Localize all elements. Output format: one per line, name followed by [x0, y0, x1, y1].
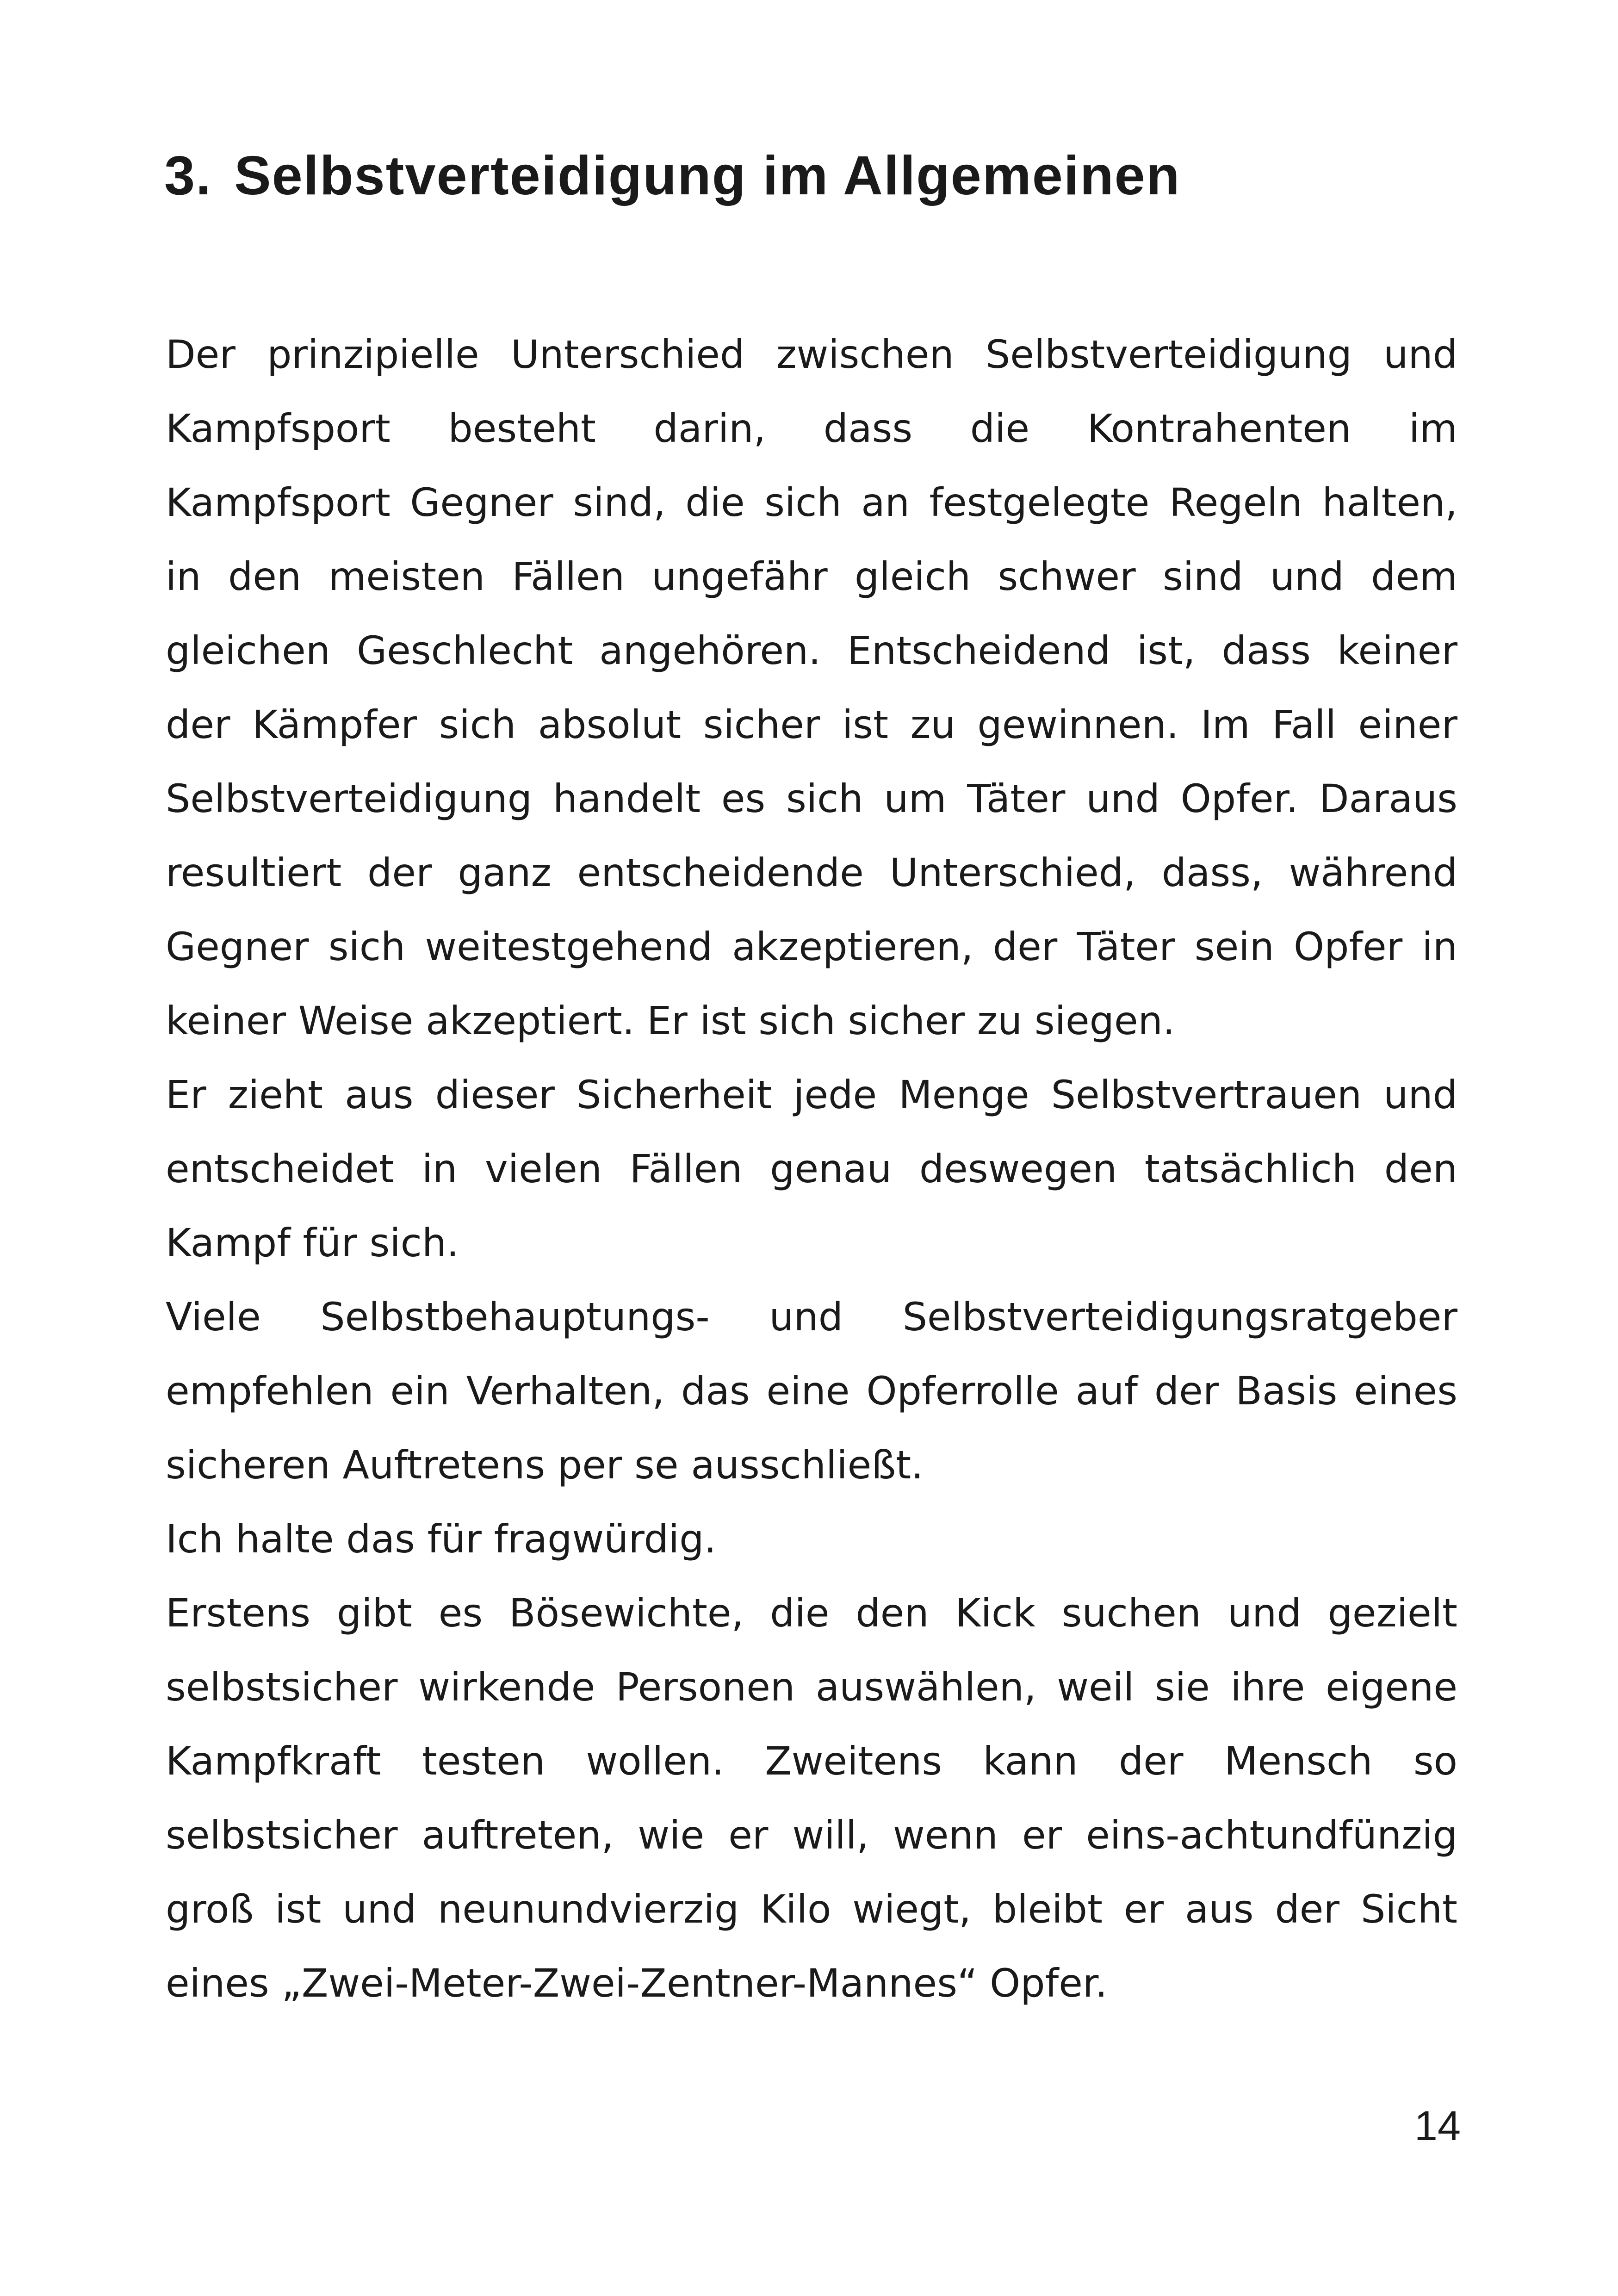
- text-line: Viele Selbstbehauptungs- und Selbstverteidigungsratgeber: [166, 1294, 1457, 1340]
- text-line: Der prinzipielle Unterschied zwischen Selbstverteidigung und: [166, 332, 1457, 377]
- text-line: Kampfkraft testen wollen. Zweitens kann der Mensch so: [166, 1738, 1457, 1784]
- body-text: [166, 317, 1457, 2020]
- text-line: in den meisten Fällen ungefähr gleich schwer sind und dem: [166, 554, 1457, 599]
- text-line: Selbstverteidigung handelt es sich um Täter und Opfer. Daraus: [166, 776, 1457, 821]
- text-line: selbstsicher auftreten, wie er will, wenn er eins-achtundfünzig: [166, 1812, 1457, 1858]
- text-line: empfehlen ein Verhalten, das eine Opferrolle auf der Basis eines: [166, 1368, 1457, 1414]
- text-line: Ich halte das für fragwürdig.: [166, 1516, 717, 1562]
- text-line: Er zieht aus dieser Sicherheit jede Menge Selbstvertrauen und: [166, 1072, 1457, 1117]
- chapter-number: 3.: [164, 145, 212, 206]
- text-line: gleichen Geschlecht angehören. Entscheidend ist, dass keiner: [166, 628, 1457, 673]
- text-line: Kampfsport Gegner sind, die sich an festgelegte Regeln halten,: [166, 480, 1457, 525]
- text-line: groß ist und neunundvierzig Kilo wiegt, bleibt er aus der Sicht: [166, 1886, 1457, 1932]
- text-line: selbstsicher wirkende Personen auswählen, weil sie ihre eigene: [166, 1664, 1457, 1710]
- text-line: Kampfsport besteht darin, dass die Kontrahenten im: [166, 406, 1457, 451]
- text-line: entscheidet in vielen Fällen genau deswegen tatsächlich den: [166, 1146, 1457, 1191]
- chapter-title: Selbstverteidigung im Allgemeinen: [234, 145, 1181, 206]
- text-line: Kampf für sich.: [166, 1220, 459, 1266]
- text-line: resultiert der ganz entscheidende Unterschied, dass, während: [166, 850, 1457, 895]
- text-line: Gegner sich weitestgehend akzeptieren, der Täter sein Opfer in: [166, 924, 1457, 969]
- page-number: 14: [1414, 2103, 1461, 2149]
- text-line: eines „Zwei-Meter-Zwei-Zentner-Mannes“ Opfer.: [166, 1961, 1108, 2006]
- text-line: Erstens gibt es Bösewichte, die den Kick suchen und gezielt: [166, 1590, 1457, 1636]
- text-line: der Kämpfer sich absolut sicher ist zu gewinnen. Im Fall einer: [166, 702, 1457, 747]
- text-line: sicheren Auftretens per se ausschließt.: [166, 1442, 924, 1488]
- chapter-heading: [164, 139, 1181, 213]
- text-line: keiner Weise akzeptiert. Er ist sich sicher zu siegen.: [166, 998, 1175, 1043]
